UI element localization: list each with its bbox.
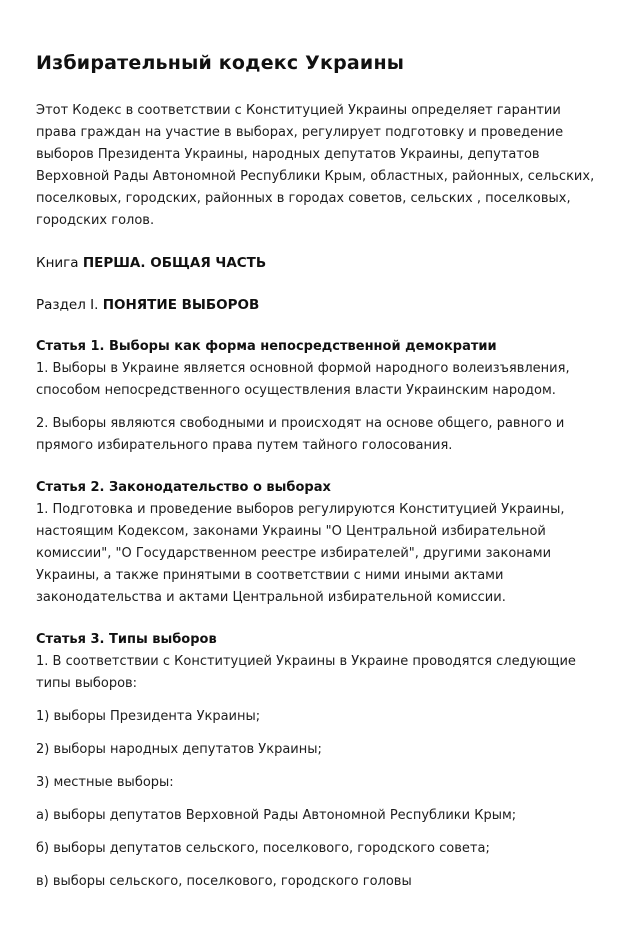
section-heading-title: ПОНЯТИЕ ВЫБОРОВ (102, 297, 260, 313)
article-3 (36, 629, 602, 893)
article-1 (36, 336, 602, 457)
article-1-paragraph: 1. Выборы в Украине является основной формой народного волеизъявления, способом непосредственного осуществления власти Украинским народом. (36, 361, 570, 398)
article-3-heading: Статья 3. Типы выборов (36, 632, 217, 647)
section-heading (36, 294, 602, 316)
article-2 (36, 477, 602, 609)
book-heading (36, 252, 602, 274)
book-heading-title: ПЕРША. ОБЩАЯ ЧАСТЬ (82, 255, 267, 271)
article-3-list-item: в) выборы сельского, поселкового, городского головы (36, 874, 412, 889)
article-2-heading: Статья 2. Законодательство о выборах (36, 480, 331, 495)
article-1-paragraph: 2. Выборы являются свободными и происходят на основе общего, равного и прямого избирательного права путем тайного голосования. (36, 416, 565, 453)
section-heading-prefix: Раздел I. (36, 297, 103, 313)
article-3-list-item: а) выборы депутатов Верховной Рады Автономной Республики Крым; (36, 808, 517, 823)
article-1-heading: Статья 1. Выборы как форма непосредственной демократии (36, 339, 497, 354)
article-3-paragraph: 1. В соответствии с Конституцией Украины в Украине проводятся следующие типы выборов: (36, 654, 576, 691)
article-3-list-item: 2) выборы народных депутатов Украины; (36, 742, 322, 757)
intro-paragraph: Этот Кодекс в соответствии с Конституцией Украины определяет гарантии права граждан на участие в выборах, регулирует подготовку и проведение выборов Президента Украины, народных депутатов Украины, депутатов Верховной Рады Автономной Республики Крым, областных, районных, сельских, поселковых, городских, районных в городах советов, сельских , поселковых, городских голов. (36, 103, 595, 228)
book-heading-prefix: Книга (36, 255, 83, 271)
article-3-list-item: 3) местные выборы: (36, 775, 174, 790)
article-2-paragraph: 1. Подготовка и проведение выборов регулируются Конституцией Украины, настоящим Кодексом, законами Украины "О Центральной избирательной комиссии", "О Государственном реестре избирателей", другими законами Украины, а также принятыми в соответствии с ними иными актами законодательства и актами Центральной избирательной комиссии. (36, 502, 565, 605)
document-title: Избирательный кодекс Украины (36, 52, 405, 74)
article-3-list-item: б) выборы депутатов сельского, поселкового, городского совета; (36, 841, 490, 856)
article-3-list-item: 1) выборы Президента Украины; (36, 709, 261, 724)
